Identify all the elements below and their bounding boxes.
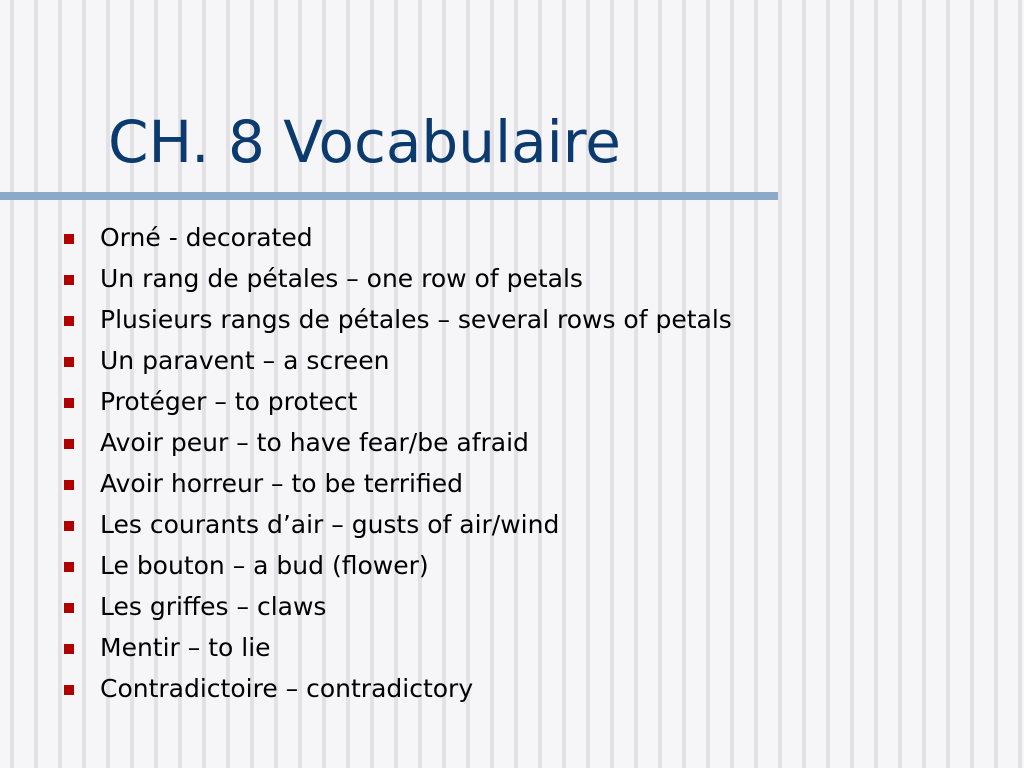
square-bullet-icon [64, 562, 74, 572]
list-item [62, 217, 732, 258]
list-item [62, 586, 732, 627]
list-item-text: Un rang de pétales – one row of petals [100, 264, 583, 293]
list-item [62, 422, 732, 463]
list-item-text: Les courants d’air – gusts of air/wind [100, 510, 560, 539]
list-item-text: Un paravent – a screen [100, 346, 390, 375]
list-item-text: Les griffes – claws [100, 592, 327, 621]
square-bullet-icon [64, 521, 74, 531]
list-item-text: Le bouton – a bud (flower) [100, 551, 429, 580]
list-item [62, 340, 732, 381]
list-item [62, 299, 732, 340]
square-bullet-icon [64, 316, 74, 326]
vocabulary-list [62, 217, 732, 709]
list-item-text: Contradictoire – contradictory [100, 674, 474, 703]
list-item [62, 504, 732, 545]
square-bullet-icon [64, 603, 74, 613]
list-item [62, 668, 732, 709]
list-item-text: Plusieurs rangs de pétales – several rows of petals [100, 305, 732, 334]
square-bullet-icon [64, 234, 74, 244]
square-bullet-icon [64, 398, 74, 408]
list-item [62, 381, 732, 422]
square-bullet-icon [64, 644, 74, 654]
list-item-text: Mentir – to lie [100, 633, 271, 662]
square-bullet-icon [64, 275, 74, 285]
list-item [62, 627, 732, 668]
list-item [62, 463, 732, 504]
list-item [62, 258, 732, 299]
list-item-text: Avoir horreur – to be terrified [100, 469, 463, 498]
square-bullet-icon [64, 685, 74, 695]
square-bullet-icon [64, 439, 74, 449]
list-item-text: Orné - decorated [100, 223, 313, 252]
square-bullet-icon [64, 357, 74, 367]
slide-title: CH. 8 Vocabulaire [108, 108, 621, 176]
square-bullet-icon [64, 480, 74, 490]
list-item-text: Avoir peur – to have fear/be afraid [100, 428, 529, 457]
list-item-text: Protéger – to protect [100, 387, 358, 416]
list-item [62, 545, 732, 586]
title-divider [0, 192, 778, 200]
